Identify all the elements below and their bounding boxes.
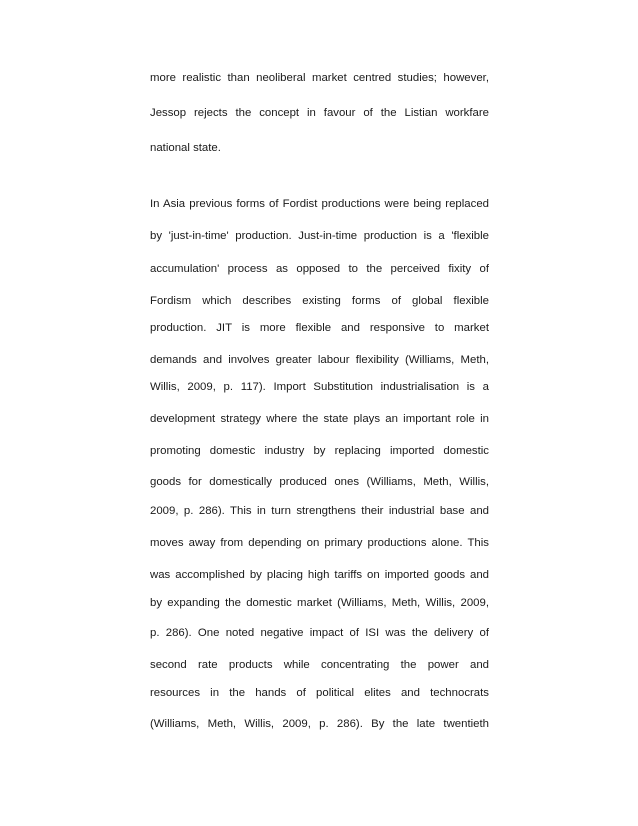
text-line: by 'just-in-time' production. Just-in-time production is a 'flexible bbox=[150, 230, 489, 242]
text-line: demands and involves greater labour flexibility (Williams, Meth, bbox=[150, 354, 489, 366]
text-line: second rate products while concentrating the power and bbox=[150, 659, 489, 671]
text-line: more realistic than neoliberal market centred studies; however, bbox=[150, 72, 489, 84]
text-line: accumulation' process as opposed to the perceived fixity of bbox=[150, 263, 489, 275]
text-line: production. JIT is more flexible and responsive to market bbox=[150, 322, 489, 334]
text-line: national state. bbox=[150, 142, 221, 154]
text-line: In Asia previous forms of Fordist productions were being replaced bbox=[150, 198, 489, 210]
text-line: Fordism which describes existing forms of global flexible bbox=[150, 295, 489, 307]
text-line: by expanding the domestic market (Williams, Meth, Willis, 2009, bbox=[150, 597, 489, 609]
text-line: p. 286). One noted negative impact of ISI was the delivery of bbox=[150, 627, 489, 639]
text-line: (Williams, Meth, Willis, 2009, p. 286). By the late twentieth bbox=[150, 718, 489, 730]
text-line: development strategy where the state plays an important role in bbox=[150, 413, 489, 425]
text-line: Jessop rejects the concept in favour of the Listian workfare bbox=[150, 107, 489, 119]
text-line: 2009, p. 286). This in turn strengthens their industrial base and bbox=[150, 505, 489, 517]
text-line: promoting domestic industry by replacing imported domestic bbox=[150, 445, 489, 457]
text-line: resources in the hands of political elites and technocrats bbox=[150, 687, 489, 699]
text-line: moves away from depending on primary productions alone. This bbox=[150, 537, 489, 549]
text-line: was accomplished by placing high tariffs on imported goods and bbox=[150, 569, 489, 581]
text-line: goods for domestically produced ones (Williams, Meth, Willis, bbox=[150, 476, 489, 488]
text-line: Willis, 2009, p. 117). Import Substitution industrialisation is a bbox=[150, 381, 489, 393]
